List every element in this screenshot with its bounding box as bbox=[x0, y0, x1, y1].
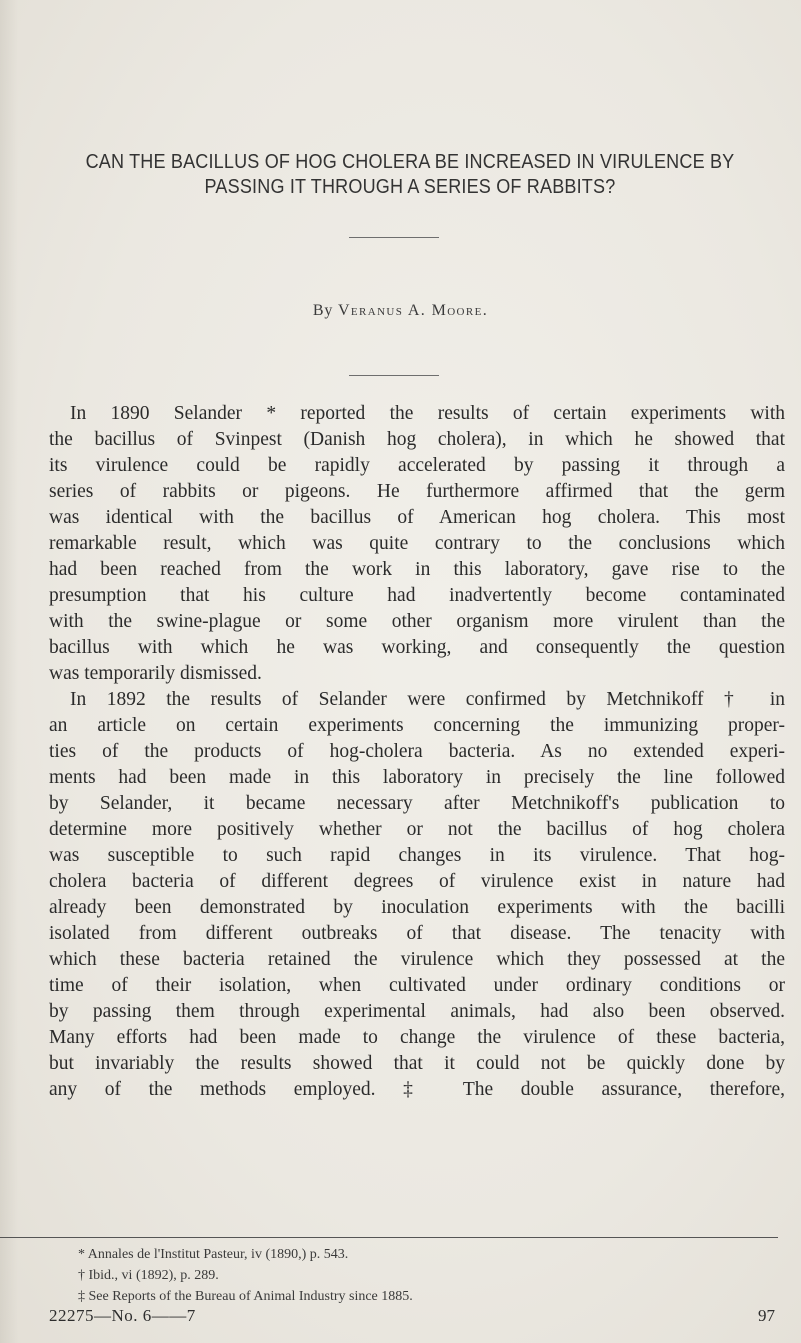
title-divider bbox=[349, 237, 439, 238]
body-text bbox=[49, 401, 785, 1103]
page-edge-shadow bbox=[0, 0, 18, 1343]
body-line: bacillus with which he was working, and consequently the question bbox=[49, 637, 785, 658]
body-line: its virulence could be rapidly accelerated by passing it through a bbox=[49, 455, 785, 476]
footnote: † Ibid., vi (1892), p. 289. bbox=[78, 1268, 219, 1283]
body-line: the bacillus of Svinpest (Danish hog cholera), in which he showed that bbox=[49, 429, 785, 450]
body-line: In 1890 Selander * reported the results of certain experiments with bbox=[70, 403, 785, 424]
body-line: series of rabbits or pigeons. He furthermore affirmed that the germ bbox=[49, 481, 785, 502]
byline bbox=[0, 302, 801, 320]
footnotes bbox=[78, 1244, 413, 1307]
page-number: 97 bbox=[758, 1306, 775, 1325]
footnote: * Annales de l'Institut Pasteur, iv (1890,) p. 543. bbox=[78, 1247, 349, 1262]
author-name: Veranus A. Moore. bbox=[337, 302, 489, 319]
body-line: Many efforts had been made to change the virulence of these bacteria, bbox=[49, 1027, 785, 1048]
printer-signature: 22275—No. 6——7 bbox=[49, 1306, 196, 1325]
body-line: time of their isolation, when cultivated under ordinary conditions or bbox=[49, 975, 785, 996]
body-line: cholera bacteria of different degrees of virulence exist in nature had bbox=[49, 871, 785, 892]
body-line: any of the methods employed. ‡ The double assurance, therefore, bbox=[49, 1079, 785, 1100]
body-line: remarkable result, which was quite contrary to the conclusions which bbox=[49, 533, 785, 554]
body-line: an article on certain experiments concerning the immunizing proper- bbox=[49, 715, 785, 736]
byline-prefix: By bbox=[312, 302, 334, 319]
body-line: by Selander, it became necessary after Metchnikoff's publication to bbox=[49, 793, 785, 814]
body-line: by passing them through experimental animals, had also been observed. bbox=[49, 1001, 785, 1022]
footnote-divider bbox=[0, 1237, 778, 1238]
body-line: isolated from different outbreaks of that disease. The tenacity with bbox=[49, 923, 785, 944]
article-title-line-1: CAN THE BACILLUS OF HOG CHOLERA BE INCREASED IN VIRULENCE BY bbox=[85, 150, 735, 173]
body-line: was identical with the bacillus of American hog cholera. This most bbox=[49, 507, 785, 528]
byline-divider bbox=[349, 375, 439, 376]
footnote: ‡ See Reports of the Bureau of Animal Industry since 1885. bbox=[78, 1289, 413, 1304]
body-line: was temporarily dismissed. bbox=[49, 663, 262, 684]
body-line: had been reached from the work in this laboratory, gave rise to the bbox=[49, 559, 785, 580]
body-line: but invariably the results showed that it could not be quickly done by bbox=[49, 1053, 785, 1074]
body-line: which these bacteria retained the virulence which they possessed at the bbox=[49, 949, 785, 970]
body-line: ments had been made in this laboratory in precisely the line followed bbox=[49, 767, 785, 788]
article-title-line-2: PASSING IT THROUGH A SERIES OF RABBITS? bbox=[204, 175, 616, 198]
body-line: presumption that his culture had inadvertently become contaminated bbox=[49, 585, 785, 606]
body-line: was susceptible to such rapid changes in its virulence. That hog- bbox=[49, 845, 785, 866]
body-line: ties of the products of hog-cholera bacteria. As no extended experi- bbox=[49, 741, 785, 762]
body-line: already been demonstrated by inoculation experiments with the bacilli bbox=[49, 897, 785, 918]
body-line: determine more positively whether or not the bacillus of hog cholera bbox=[49, 819, 785, 840]
body-line: In 1892 the results of Selander were confirmed by Metchnikoff † in bbox=[70, 689, 785, 710]
body-line: with the swine-plague or some other organism more virulent than the bbox=[49, 611, 785, 632]
